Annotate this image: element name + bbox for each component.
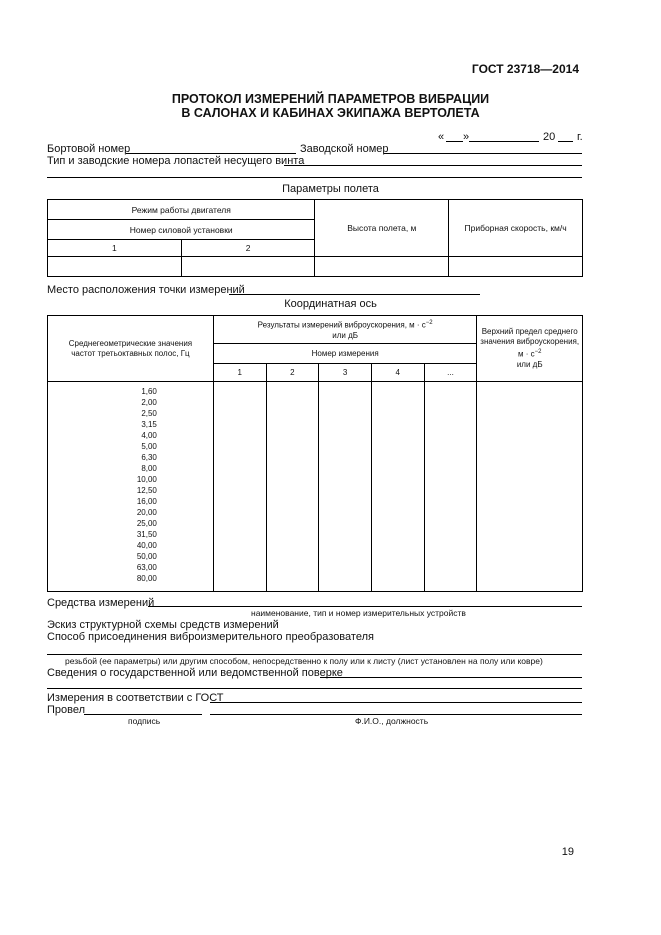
unit-1-value-cell[interactable] <box>48 257 182 277</box>
measurement-column-1: 1 <box>213 364 266 382</box>
signature-field[interactable] <box>84 714 202 715</box>
measurement-2-cell[interactable] <box>266 382 319 592</box>
sketch-label: Эскиз структурной схемы средств измерений <box>47 619 279 631</box>
verification-label: Сведения о государственной или ведомственной поверке <box>47 667 343 679</box>
altitude-value-cell[interactable] <box>315 257 449 277</box>
measurement-point-label: Место расположения точки измерений <box>47 284 245 296</box>
vibration-results-table <box>47 315 583 592</box>
factory-number-label: Заводской номер <box>300 143 389 155</box>
upper-limit-text: Верхний предел среднего значения виброускорения, м · с <box>480 327 580 359</box>
measurement-column-2: 2 <box>266 364 319 382</box>
document-title-line-1: ПРОТОКОЛ ИЗМЕРЕНИЙ ПАРАМЕТРОВ ВИБРАЦИИ <box>171 92 490 106</box>
upper-limit-header <box>477 316 583 382</box>
factory-number-field[interactable] <box>384 153 582 154</box>
verification-field-cont[interactable] <box>47 688 582 689</box>
conducted-label: Провел <box>47 704 86 716</box>
instruments-field[interactable] <box>148 606 582 607</box>
name-position-field[interactable] <box>210 714 582 715</box>
date-year-prefix: 20 <box>543 131 556 143</box>
frequency-value: 63,00 <box>136 563 157 572</box>
gost-compliance-field[interactable] <box>210 702 582 703</box>
date-year-field[interactable] <box>558 141 573 142</box>
frequency-value: 16,00 <box>136 497 157 506</box>
unit-2-header: 2 <box>181 240 315 257</box>
blade-type-label: Тип и заводские номера лопастей несущего винта <box>47 155 305 167</box>
frequency-value: 40,00 <box>136 541 157 550</box>
upper-limit-unit: или дБ <box>516 359 543 369</box>
frequency-value: 20,00 <box>136 508 157 517</box>
date-year-suffix: г. <box>577 131 583 143</box>
signature-hint: подпись <box>128 716 161 726</box>
engine-mode-header: Режим работы двигателя <box>48 200 315 220</box>
flight-params-table <box>47 199 583 277</box>
board-number-field[interactable] <box>126 153 296 154</box>
frequency-value: 5,00 <box>141 442 157 451</box>
airspeed-header: Приборная скорость, км/ч <box>449 200 583 257</box>
frequency-value: 2,00 <box>141 398 157 407</box>
measurement-point-field[interactable] <box>229 294 480 295</box>
measurement-more-cell[interactable] <box>424 382 477 592</box>
board-number-label: Бортовой номер <box>47 143 131 155</box>
frequency-list <box>48 382 214 592</box>
frequency-value: 10,00 <box>136 475 157 484</box>
date-day-field[interactable] <box>446 141 463 142</box>
unit-1-header: 1 <box>48 240 182 257</box>
blade-type-field-cont[interactable] <box>47 177 582 178</box>
results-header-exponent: −2 <box>425 320 433 327</box>
attachment-label: Способ присоединения виброизмерительного преобразователя <box>47 631 374 643</box>
instruments-label: Средства измерений <box>47 597 155 609</box>
attachment-field[interactable] <box>47 654 582 655</box>
frequency-value: 80,00 <box>136 574 157 583</box>
standard-header: ГОСТ 23718—2014 <box>471 62 579 76</box>
flight-params-heading: Параметры полета <box>282 183 379 195</box>
measurement-number-header: Номер измерения <box>213 344 477 364</box>
date-month-field[interactable] <box>469 141 539 142</box>
upper-limit-cell[interactable] <box>477 382 583 592</box>
frequency-value: 4,00 <box>141 431 157 440</box>
frequency-header: Среднегеометрические значения частот третьоктавных полос, Гц <box>48 316 214 382</box>
frequency-value: 25,00 <box>136 519 157 528</box>
frequency-value: 3,15 <box>141 420 157 429</box>
results-header-unit: или дБ <box>332 330 359 340</box>
document-title-line-2: В САЛОНАХ И КАБИНАХ ЭКИПАЖА ВЕРТОЛЕТА <box>181 106 480 120</box>
date-open-quote: « <box>438 131 445 143</box>
blade-type-field[interactable] <box>284 165 582 166</box>
measurement-4-cell[interactable] <box>371 382 424 592</box>
power-unit-number-header: Номер силовой установки <box>48 220 315 240</box>
name-position-hint: Ф.И.О., должность <box>355 716 429 726</box>
upper-limit-exponent: −2 <box>534 349 542 356</box>
results-header <box>213 316 477 344</box>
airspeed-value-cell[interactable] <box>449 257 583 277</box>
measurement-column-more: ... <box>424 364 477 382</box>
gost-compliance-label: Измерения в соответствии с ГОСТ <box>47 692 224 704</box>
frequency-value: 6,30 <box>141 453 157 462</box>
frequency-value: 31,50 <box>136 530 157 539</box>
date-close-quote: » <box>463 131 470 143</box>
coordinate-axis-label: Координатная ось <box>284 298 377 310</box>
measurement-column-3: 3 <box>319 364 372 382</box>
altitude-header: Высота полета, м <box>315 200 449 257</box>
frequency-value: 12,50 <box>136 486 157 495</box>
results-header-text: Результаты измерений виброускорения, м · с <box>257 320 426 330</box>
frequency-value: 2,50 <box>141 409 157 418</box>
frequency-value: 1,60 <box>141 387 157 396</box>
measurement-1-cell[interactable] <box>213 382 266 592</box>
frequency-value: 50,00 <box>136 552 157 561</box>
verification-field[interactable] <box>320 677 582 678</box>
instruments-hint: наименование, тип и номер измерительных устройств <box>251 608 466 618</box>
measurement-3-cell[interactable] <box>319 382 372 592</box>
page-number: 19 <box>561 846 574 858</box>
unit-2-value-cell[interactable] <box>181 257 315 277</box>
attachment-hint: резьбой (ее параметры) или другим способом, непосредственно к полу или к листу (лист установлен на полу или ковре) <box>65 656 543 666</box>
measurement-column-4: 4 <box>371 364 424 382</box>
frequency-value: 8,00 <box>141 464 157 473</box>
